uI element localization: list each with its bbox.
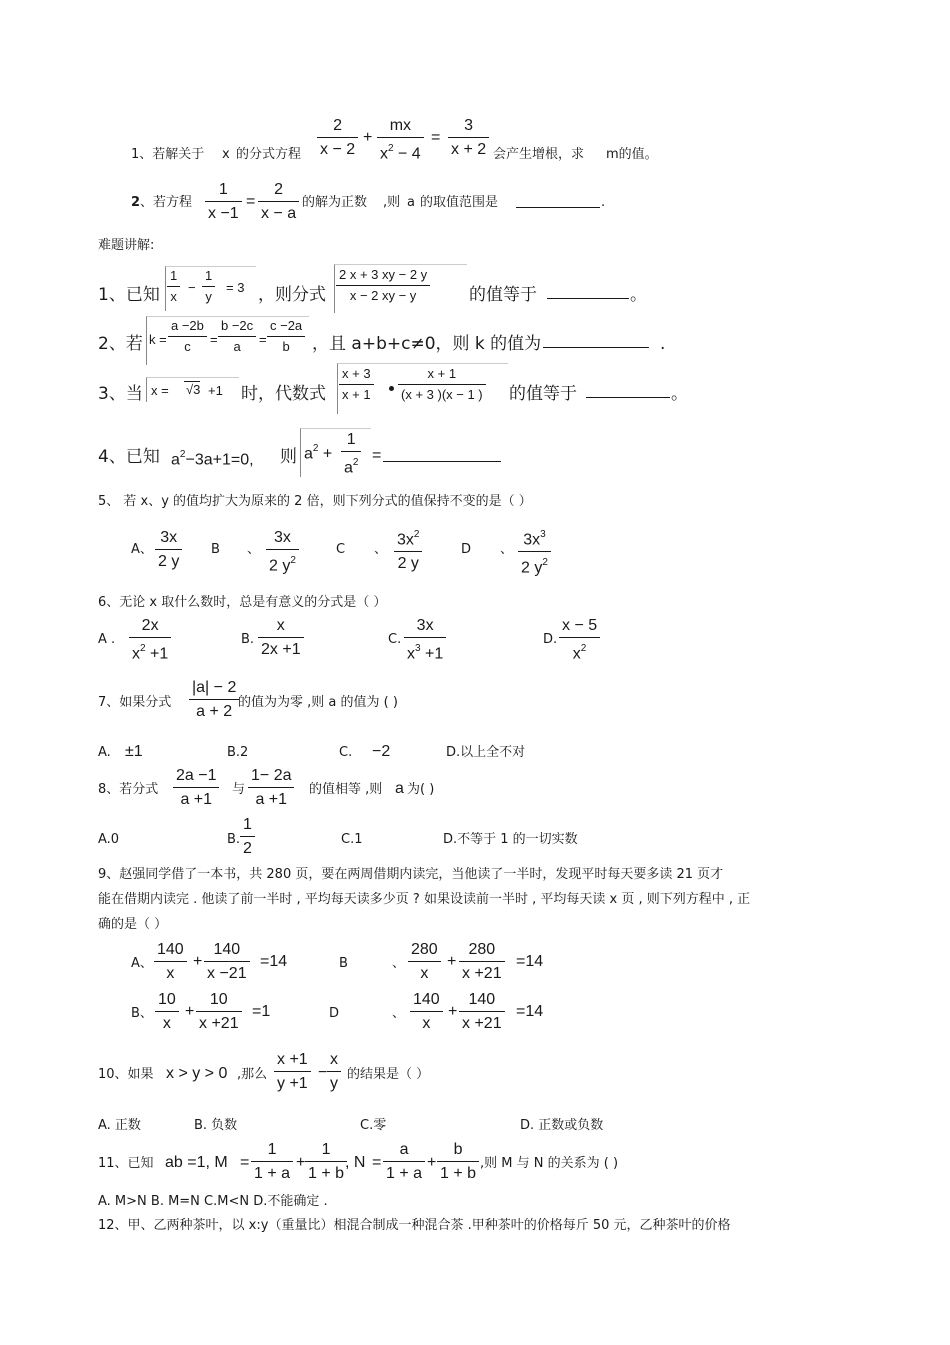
q5-text: 5、 若 x、y 的值均扩大为原来的 2 倍，则下列分式的值保持不变的是（ ） [98,494,532,509]
q10-minus: − [318,1064,328,1081]
q6-text: 6、无论 x 取什么数时，总是有意义的分式是（ ） [98,595,387,610]
p1-equals: = [431,129,441,146]
q9-opt-d-sep: 、 [392,1006,406,1021]
q10-fraction-1: x +1 y +1 [274,1050,311,1093]
q7-opt-a-value: ±1 [125,743,143,760]
q2-answer-blank [543,333,649,348]
q9-opt-d-fraction-2: 140 x +21 [459,990,505,1033]
q10-text3: 的结果是（ ） [347,1067,430,1082]
q7-text1: 7、如果分式 [98,695,172,710]
q5-opt-c-label: C [336,542,346,557]
q7-opt-d: D.以上全不对 [446,745,526,760]
q9-opt-c-fraction-1: 10 x [155,990,179,1033]
p2-var-a: a [407,195,415,210]
q5-opt-a-label: A、 [131,542,153,557]
q3-text3: 的值等于 [509,384,577,404]
q3-fraction-1: x + 3 x + 1 [339,366,374,403]
q2-fraction-2: b −2c a [218,318,256,355]
q6-opt-d-fraction: x − 5 $x^2$ [559,616,600,663]
p2-text1: 、若方程 [140,195,193,210]
q11-plus1: + [296,1154,306,1171]
q9-opt-d-plus: + [448,1003,458,1020]
q1-minus: − [188,280,196,295]
q3-sqrt: √3 [186,382,201,397]
q11-options: A. M>N B. M=N C.M<N D.不能确定 . [98,1194,328,1209]
q7-opt-b: B.2 [227,745,249,760]
q4-equals: = [372,447,382,464]
q10-opt-b: B. 负数 [194,1118,238,1133]
q12-text: 12、甲、乙两种茶叶，以 x:y（重量比）相混合制成一种混合茶 .甲种茶叶的价格每斤 50 元，乙种茶叶的价格 [98,1218,731,1233]
q8-opt-b-fraction: 1 2 [240,815,255,858]
q9-opt-c-fraction-2: 10 x +21 [196,990,242,1033]
q1-fraction-1: 1 x [167,268,180,305]
p1-text1: 1、若解关于 [131,147,205,162]
q1-text1: 1、已知 [98,285,160,305]
q10-opt-c: C.零 [360,1118,387,1133]
q11-fraction-3: a 1 + a [383,1140,425,1183]
q2-eq1: = [210,332,218,347]
q9-opt-b-sep: 、 [392,956,406,971]
q9-line2: 能在借期内读完 . 他读了前一半时 , 平均每天读多少页 ? 如果设读前一半时 , 平均每天读 x 页 , 则下列方程中 , 正 [98,892,751,907]
q10-condition: x > y > 0 [166,1065,228,1082]
q8-text1: 8、若分式 [98,782,159,797]
q4-text1: 4、已知 [98,447,160,467]
q6-opt-b-fraction: x 2x +1 [258,616,304,659]
p2-equals: = [246,193,256,210]
q9-opt-c-eq: =1 [252,1003,271,1020]
q11-eq2: = [372,1154,382,1171]
q8-opt-b-label: B. [227,832,241,847]
p2-fraction-1: 1 x −1 [205,180,242,223]
q10-fraction-2: x y [327,1050,341,1093]
q4-equation: $a^2-3a+1=0$, [171,449,254,469]
p1-text2: 的分式方程 [236,147,302,162]
q10-text2: ,那么 [237,1067,268,1082]
q9-opt-b-fraction-1: 280 x [408,940,441,983]
q11-ab: ab =1, M [165,1154,228,1171]
q1-answer-blank [547,284,629,299]
q9-line1: 9、赵强同学借了一本书，共 280 页，要在两周借期内读完，当他读了一半时，发现平时每天要多读 21 页才 [98,867,724,882]
q1-text3: 的值等于 [469,285,537,305]
q6-opt-a-label: A . [98,632,116,647]
q9-opt-a-plus: + [193,953,203,970]
q3-fraction-2: x + 1 (x + 3 )(x − 1 ) [398,366,486,403]
q8-text2: 的值相等 ,则 [309,782,383,797]
q5-opt-c-sep: 、 [374,542,388,557]
p2-number: 2 [131,195,141,210]
q7-text2: 的值为为零 ,则 a 的值为 ( ) [238,695,398,710]
q5-opt-d-fraction: $3x^3$ 2 $y^2$ [518,526,551,578]
q5-opt-b-sep: 、 [247,542,261,557]
q4-answer-blank [383,447,501,462]
q10-text1: 10、如果 [98,1067,154,1082]
q8-opt-d: D.不等于 1 的一切实数 [443,832,578,847]
q5-opt-c-fraction: $3x^2$ 2 y [394,526,422,573]
q3-answer-blank [586,383,670,398]
q1-fraction-3: 2 x + 3 xy − 2 y x − 2 xy − y [336,267,430,304]
q6-opt-d-label: D. [543,632,558,647]
p1-fraction-2: mx $x^2 - 4$ [377,116,424,163]
q11-comma-n: , N [345,1154,366,1171]
p1-plus: + [363,129,373,146]
q9-opt-a-fraction-2: 140 x −21 [204,940,250,983]
q2-fraction-3: c −2a b [267,318,305,355]
q9-opt-b-label: B [339,956,348,971]
p1-fraction-3: 3 x + 2 [448,116,489,159]
q9-opt-b-plus: + [447,953,457,970]
q5-opt-d-sep: 、 [500,542,514,557]
q4-fraction: 1 $a^2$ [341,430,361,477]
q6-opt-a-fraction: 2x $x^2 +1$ [129,616,171,663]
q9-opt-a-eq: =14 [260,953,288,970]
q4-text2: 则 [280,447,297,467]
q1-fraction-2: 1 y [202,268,215,305]
p2-text4: 的取值范围是 [420,195,499,210]
q7-fraction: |a| − 2 a + 2 [189,678,239,721]
q8-opt-c: C.1 [341,832,363,847]
q3-end: 。 [671,384,688,404]
q11-eq1: = [240,1154,250,1171]
q10-opt-a: A. 正数 [98,1118,141,1133]
q8-fraction-1: 2a −1 a +1 [173,766,219,809]
q8-yu: 与 [232,782,246,797]
q1-text2: ，则分式 [258,285,326,305]
q9-opt-b-fraction-2: 280 x +21 [459,940,505,983]
q3-text1: 3、当 [98,384,143,404]
q7-opt-c-label: C. [339,745,353,760]
p2-text2: 的解为正数 [302,195,368,210]
q2-eq2: = [259,332,267,347]
q6-opt-c-fraction: 3x $x^3 +1$ [404,616,446,663]
q9-opt-c-label: B、 [131,1006,153,1021]
q5-opt-b-fraction: 3x 2 $y^2$ [266,528,299,575]
q8-text3: 为( ) [407,782,435,797]
p1-fraction-1: 2 x − 2 [317,116,358,159]
q6-opt-c-label: C. [388,632,402,647]
p1-text3: 会产生增根，求 [493,147,585,162]
q9-opt-c-plus: + [185,1003,195,1020]
q9-line3: 确的是（ ） [98,917,168,932]
q11-fraction-4: b 1 + b [437,1140,479,1183]
q9-opt-a-fraction-1: 140 x [154,940,187,983]
q2-text1: 2、若 [98,334,143,354]
q7-opt-a-label: A. [98,745,111,760]
q8-var-a: a [395,780,404,797]
q5-opt-d-label: D [461,542,472,557]
q4-asq: $a^2$ + [304,443,333,463]
q8-opt-a: A.0 [98,832,120,847]
q5-opt-a-fraction: 3x 2 y [155,528,182,571]
p1-var-x: x [222,147,230,162]
section-heading: 难题讲解: [98,238,155,253]
q9-opt-d-eq: =14 [516,1003,544,1020]
q9-opt-a-label: A、 [131,956,153,971]
q3-dot [389,386,394,391]
q11-text2: ,则 M 与 N 的关系为 ( ) [480,1156,619,1171]
q9-opt-b-eq: =14 [516,953,544,970]
q11-text1: 11、已知 [98,1156,154,1171]
p2-fraction-2: 2 x − a [258,180,299,223]
q1-end: 。 [630,285,647,305]
p2-answer-blank [516,193,600,208]
p1-text4: m的值。 [606,147,658,162]
q11-fraction-2: 1 1 + b [305,1140,347,1183]
p2-text3: ,则 [383,195,401,210]
q6-opt-b-label: B. [241,632,255,647]
q11-fraction-1: 1 1 + a [251,1140,293,1183]
q2-text2: ，且 a+b+c≠0，则 k 的值为 [312,334,542,354]
q1-eq3: = 3 [226,280,245,295]
p2-end: . [601,195,606,210]
q9-opt-d-fraction-1: 140 x [410,990,443,1033]
q2-fraction-1: a −2b c [168,318,207,355]
q5-opt-b-label: B [211,542,220,557]
q2-k: k = [149,332,167,347]
q9-opt-d-label: D [329,1006,340,1021]
q11-plus2: + [427,1154,437,1171]
q7-opt-c-value: −2 [372,743,391,760]
q2-end: . [660,334,666,354]
q3-text2: 时，代数式 [241,384,326,404]
q8-fraction-2: 1− 2a a +1 [248,766,294,809]
q3-plus1: +1 [208,383,223,398]
q3-xeq: x = [151,383,169,398]
q10-opt-d: D. 正数或负数 [520,1118,604,1133]
